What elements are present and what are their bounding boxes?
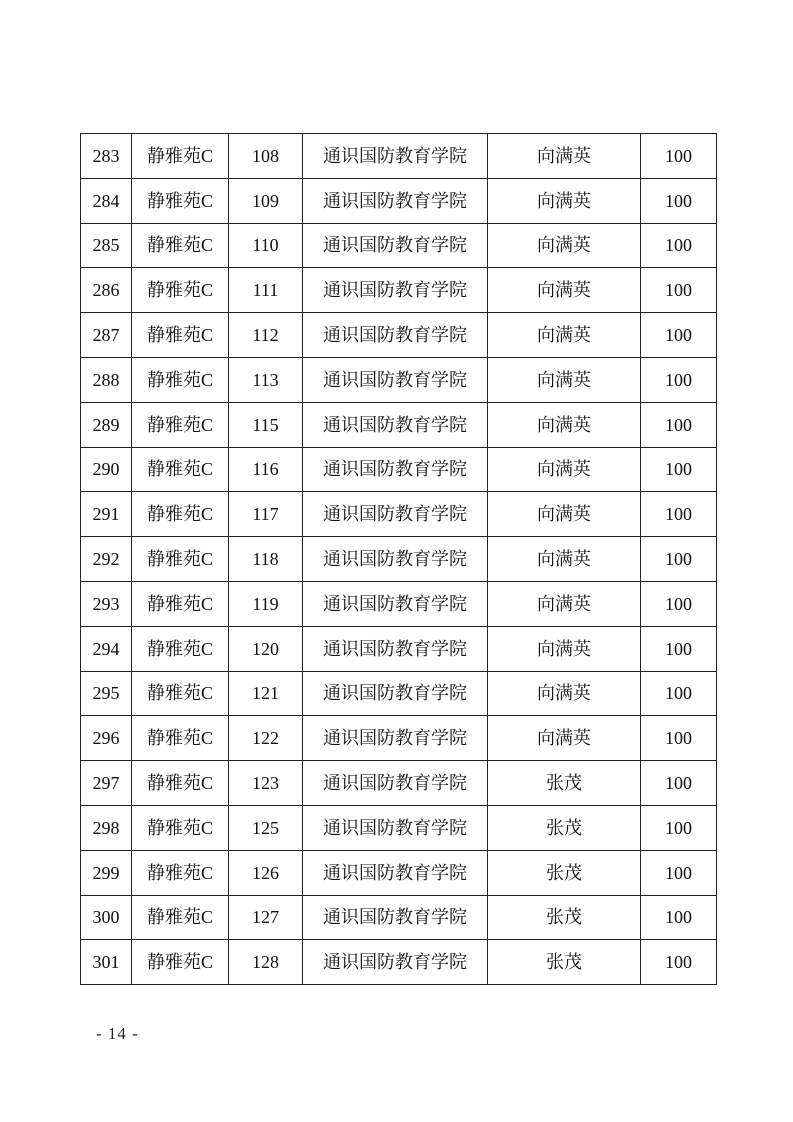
building-cell: 静雅苑C — [132, 268, 229, 313]
sequence-number-cell: 295 — [81, 671, 132, 716]
score-cell: 100 — [641, 313, 717, 358]
score-cell: 100 — [641, 223, 717, 268]
supervisor-cell: 向满英 — [488, 268, 641, 313]
dormitory-score-table — [80, 133, 717, 985]
college-cell: 通识国防教育学院 — [303, 492, 488, 537]
table-row — [81, 895, 717, 940]
supervisor-cell: 向满英 — [488, 402, 641, 447]
room-number-cell: 115 — [229, 402, 303, 447]
college-cell: 通识国防教育学院 — [303, 178, 488, 223]
score-cell: 100 — [641, 671, 717, 716]
table-row — [81, 223, 717, 268]
sequence-number-cell: 293 — [81, 581, 132, 626]
building-cell: 静雅苑C — [132, 761, 229, 806]
score-cell: 100 — [641, 447, 717, 492]
sequence-number-cell: 284 — [81, 178, 132, 223]
room-number-cell: 119 — [229, 581, 303, 626]
room-number-cell: 108 — [229, 134, 303, 179]
college-cell: 通识国防教育学院 — [303, 805, 488, 850]
supervisor-cell: 向满英 — [488, 671, 641, 716]
sequence-number-cell: 300 — [81, 895, 132, 940]
college-cell: 通识国防教育学院 — [303, 850, 488, 895]
score-cell: 100 — [641, 537, 717, 582]
college-cell: 通识国防教育学院 — [303, 402, 488, 447]
building-cell: 静雅苑C — [132, 134, 229, 179]
score-cell: 100 — [641, 850, 717, 895]
room-number-cell: 123 — [229, 761, 303, 806]
supervisor-cell: 向满英 — [488, 581, 641, 626]
supervisor-cell: 向满英 — [488, 447, 641, 492]
college-cell: 通识国防教育学院 — [303, 671, 488, 716]
table-row — [81, 581, 717, 626]
room-number-cell: 127 — [229, 895, 303, 940]
building-cell: 静雅苑C — [132, 402, 229, 447]
building-cell: 静雅苑C — [132, 447, 229, 492]
sequence-number-cell: 294 — [81, 626, 132, 671]
score-cell: 100 — [641, 268, 717, 313]
college-cell: 通识国防教育学院 — [303, 716, 488, 761]
score-cell: 100 — [641, 805, 717, 850]
sequence-number-cell: 299 — [81, 850, 132, 895]
score-cell: 100 — [641, 895, 717, 940]
college-cell: 通识国防教育学院 — [303, 357, 488, 402]
table-row — [81, 447, 717, 492]
sequence-number-cell: 286 — [81, 268, 132, 313]
sequence-number-cell: 296 — [81, 716, 132, 761]
college-cell: 通识国防教育学院 — [303, 895, 488, 940]
building-cell: 静雅苑C — [132, 313, 229, 358]
sequence-number-cell: 298 — [81, 805, 132, 850]
room-number-cell: 112 — [229, 313, 303, 358]
supervisor-cell: 向满英 — [488, 134, 641, 179]
supervisor-cell: 张茂 — [488, 850, 641, 895]
college-cell: 通识国防教育学院 — [303, 268, 488, 313]
building-cell: 静雅苑C — [132, 626, 229, 671]
table-row — [81, 716, 717, 761]
sequence-number-cell: 301 — [81, 940, 132, 985]
table-body — [81, 134, 717, 985]
college-cell: 通识国防教育学院 — [303, 447, 488, 492]
room-number-cell: 121 — [229, 671, 303, 716]
page-number: - 14 - — [96, 1024, 139, 1043]
sequence-number-cell: 292 — [81, 537, 132, 582]
supervisor-cell: 向满英 — [488, 716, 641, 761]
sequence-number-cell: 287 — [81, 313, 132, 358]
score-cell: 100 — [641, 626, 717, 671]
building-cell: 静雅苑C — [132, 850, 229, 895]
score-cell: 100 — [641, 716, 717, 761]
room-number-cell: 120 — [229, 626, 303, 671]
supervisor-cell: 张茂 — [488, 895, 641, 940]
college-cell: 通识国防教育学院 — [303, 313, 488, 358]
supervisor-cell: 向满英 — [488, 537, 641, 582]
table-row — [81, 850, 717, 895]
table-row — [81, 357, 717, 402]
score-cell: 100 — [641, 178, 717, 223]
supervisor-cell: 向满英 — [488, 178, 641, 223]
sequence-number-cell: 291 — [81, 492, 132, 537]
table-row — [81, 537, 717, 582]
supervisor-cell: 向满英 — [488, 223, 641, 268]
sequence-number-cell: 288 — [81, 357, 132, 402]
room-number-cell: 125 — [229, 805, 303, 850]
table-row — [81, 761, 717, 806]
room-number-cell: 110 — [229, 223, 303, 268]
supervisor-cell: 向满英 — [488, 357, 641, 402]
table-row — [81, 268, 717, 313]
room-number-cell: 118 — [229, 537, 303, 582]
college-cell: 通识国防教育学院 — [303, 761, 488, 806]
supervisor-cell: 张茂 — [488, 940, 641, 985]
building-cell: 静雅苑C — [132, 716, 229, 761]
college-cell: 通识国防教育学院 — [303, 537, 488, 582]
building-cell: 静雅苑C — [132, 940, 229, 985]
table-row — [81, 805, 717, 850]
room-number-cell: 113 — [229, 357, 303, 402]
sequence-number-cell: 297 — [81, 761, 132, 806]
supervisor-cell: 向满英 — [488, 626, 641, 671]
building-cell: 静雅苑C — [132, 581, 229, 626]
score-cell: 100 — [641, 402, 717, 447]
score-cell: 100 — [641, 761, 717, 806]
room-number-cell: 116 — [229, 447, 303, 492]
room-number-cell: 122 — [229, 716, 303, 761]
score-cell: 100 — [641, 940, 717, 985]
table-row — [81, 671, 717, 716]
college-cell: 通识国防教育学院 — [303, 581, 488, 626]
building-cell: 静雅苑C — [132, 492, 229, 537]
college-cell: 通识国防教育学院 — [303, 134, 488, 179]
building-cell: 静雅苑C — [132, 537, 229, 582]
supervisor-cell: 向满英 — [488, 313, 641, 358]
room-number-cell: 117 — [229, 492, 303, 537]
table-row — [81, 402, 717, 447]
room-number-cell: 128 — [229, 940, 303, 985]
table-row — [81, 178, 717, 223]
college-cell: 通识国防教育学院 — [303, 940, 488, 985]
score-cell: 100 — [641, 357, 717, 402]
room-number-cell: 109 — [229, 178, 303, 223]
building-cell: 静雅苑C — [132, 895, 229, 940]
supervisor-cell: 向满英 — [488, 492, 641, 537]
table-row — [81, 313, 717, 358]
college-cell: 通识国防教育学院 — [303, 223, 488, 268]
score-cell: 100 — [641, 134, 717, 179]
college-cell: 通识国防教育学院 — [303, 626, 488, 671]
sequence-number-cell: 283 — [81, 134, 132, 179]
table-row — [81, 626, 717, 671]
sequence-number-cell: 285 — [81, 223, 132, 268]
room-number-cell: 111 — [229, 268, 303, 313]
sequence-number-cell: 290 — [81, 447, 132, 492]
room-number-cell: 126 — [229, 850, 303, 895]
building-cell: 静雅苑C — [132, 805, 229, 850]
table-row — [81, 134, 717, 179]
score-cell: 100 — [641, 581, 717, 626]
building-cell: 静雅苑C — [132, 357, 229, 402]
supervisor-cell: 张茂 — [488, 805, 641, 850]
sequence-number-cell: 289 — [81, 402, 132, 447]
score-cell: 100 — [641, 492, 717, 537]
building-cell: 静雅苑C — [132, 178, 229, 223]
table-row — [81, 940, 717, 985]
building-cell: 静雅苑C — [132, 671, 229, 716]
building-cell: 静雅苑C — [132, 223, 229, 268]
table-row — [81, 492, 717, 537]
supervisor-cell: 张茂 — [488, 761, 641, 806]
